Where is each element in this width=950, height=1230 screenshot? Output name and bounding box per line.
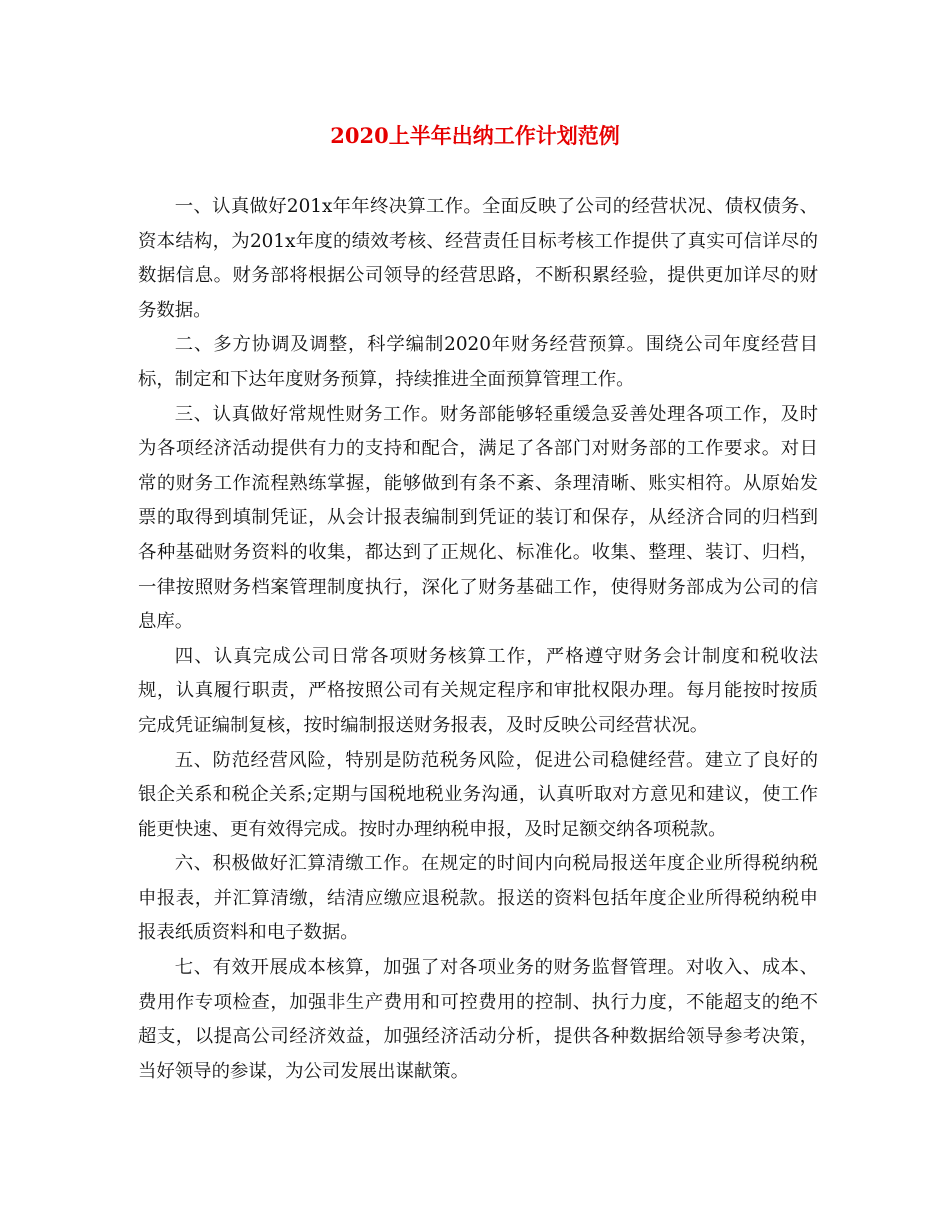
- paragraph-2: 二、多方协调及调整，科学编制2020年财务经营预算。围绕公司年度经营目标，制定和下达年度财务预算，持续推进全面预算管理工作。: [138, 334, 818, 390]
- document-title: 2020上半年出纳工作计划范例: [330, 123, 620, 148]
- paragraph-6: 六、积极做好汇算清缴工作。在规定的时间内向税局报送年度企业所得税纳税申报表，并汇算清缴，结清应缴应退税款。报送的资料包括年度企业所得税纳税申报表纸质资料和电子数据。: [138, 853, 818, 944]
- paragraph-3: 三、认真做好常规性财务工作。财务部能够轻重缓急妥善处理各项工作，及时为各项经济活动提供有力的支持和配合，满足了各部门对财务部的工作要求。对日常的财务工作流程熟练掌握，能够做到有条不紊、条理清晰、账实相符。从原始发票的取得到填制凭证，从会计报表编制到凭证的装订和保存，从经济合同的归档到各种基础财务资料的收集，都达到了正规化、标准化。收集、整理、装订、归档，一律按照财务档案管理制度执行，深化了财务基础工作，使得财务部成为公司的信息库。: [138, 403, 818, 633]
- paragraph-4: 四、认真完成公司日常各项财务核算工作，严格遵守财务会计制度和税收法规，认真履行职责，严格按照公司有关规定程序和审批权限办理。每月能按时按质完成凭证编制复核，按时编制报送财务报表，及时反映公司经营状况。: [138, 645, 818, 736]
- paragraph-1: 一、认真做好201x年年终决算工作。全面反映了公司的经营状况、债权债务、资本结构，为201x年度的绩效考核、经营责任目标考核工作提供了真实可信详尽的数据信息。财务部将根据公司领导的经营思路，不断积累经验，提供更加详尽的财务数据。: [138, 196, 818, 321]
- paragraph-5: 五、防范经营风险，特别是防范税务风险，促进公司稳健经营。建立了良好的银企关系和税企关系;定期与国税地税业务沟通，认真听取对方意见和建议，使工作能更快速、更有效得完成。按时办理纳税申报，及时足额交纳各项税款。: [138, 749, 818, 840]
- document-body: [138, 190, 818, 1089]
- paragraph-7: 七、有效开展成本核算，加强了对各项业务的财务监督管理。对收入、成本、费用作专项检查，加强非生产费用和可控费用的控制、执行力度，不能超支的绝不超支，以提高公司经济效益，加强经济活动分析，提供各种数据给领导参考决策，当好领导的参谋，为公司发展出谋献策。: [138, 957, 818, 1082]
